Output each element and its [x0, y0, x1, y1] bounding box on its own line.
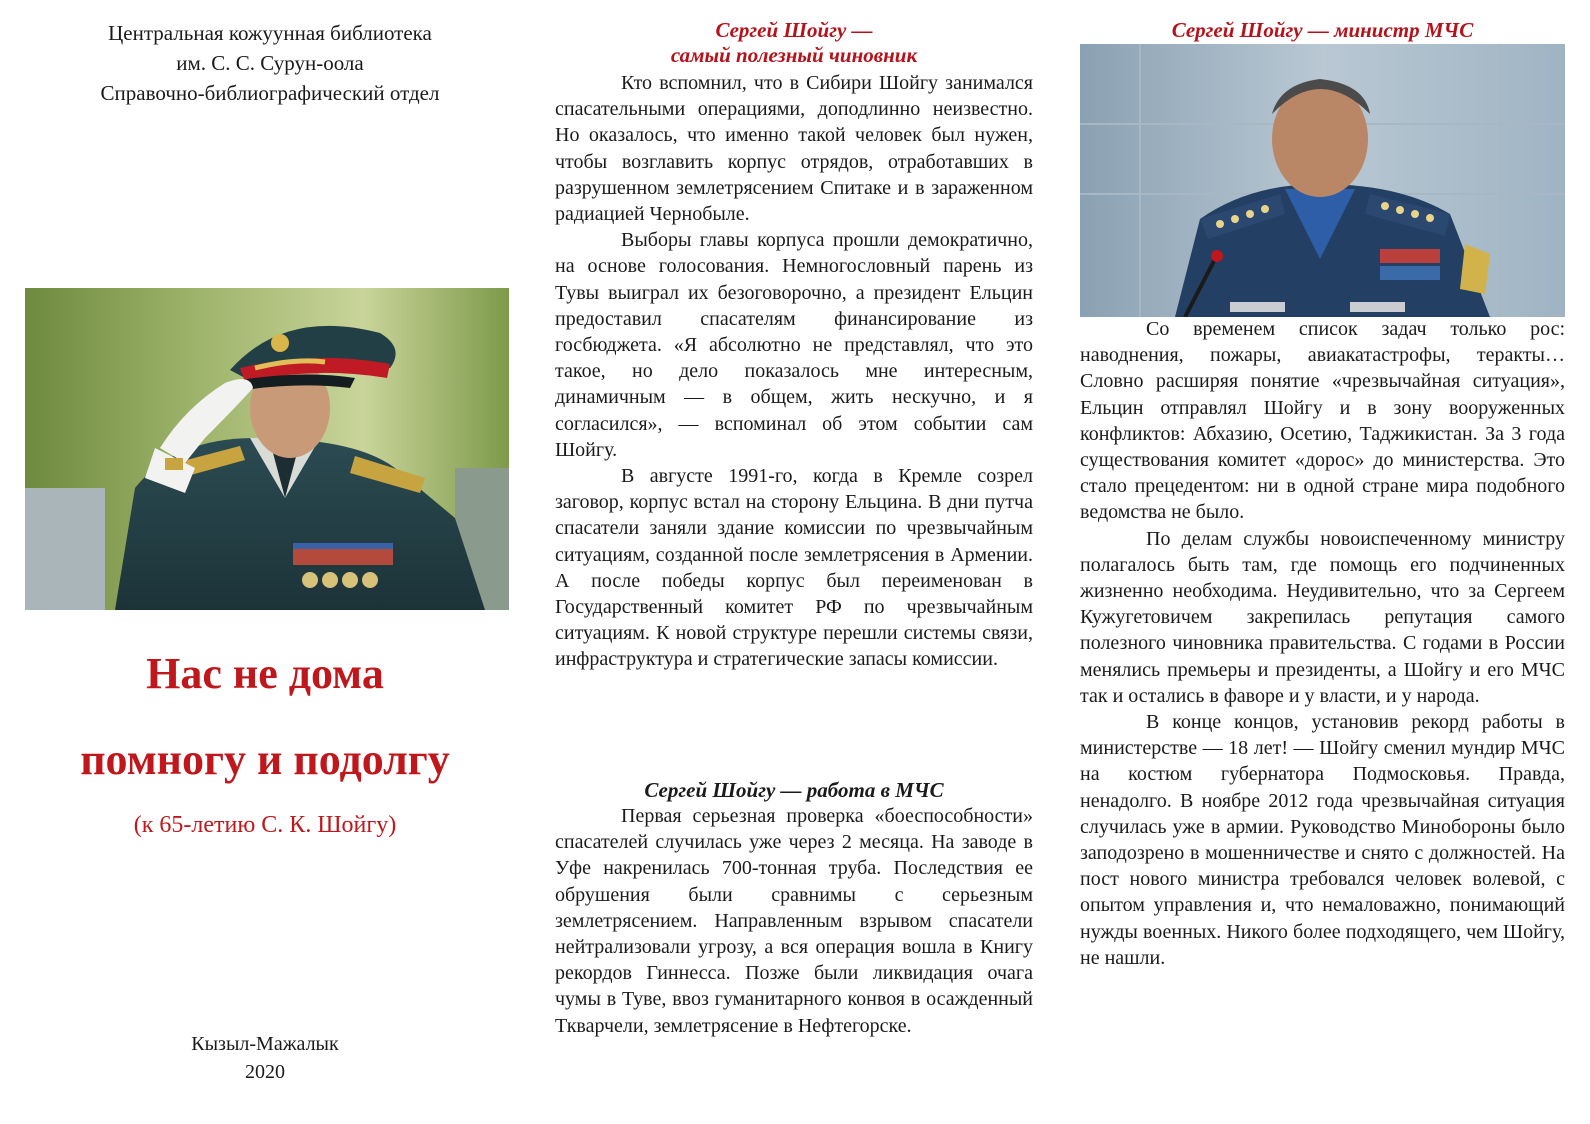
paragraph: Первая серьезная проверка «боеспособности» спасателей случилась уже через 2 месяца. На заводе в Уфе накренилась 700-тонная труба. Последствия ее обрушения были сравнимы с серьезным землетрясением. Направленным взрывом спасатели нейтрализовали угрозу, а вся операция вошла в Книгу рекордов Гиннесса. Позже были ликвидация очага чумы в Туве, ввоз гуманитарного конвоя в осажденный Ткварчели, землетрясение в Нефтегорске. [555, 805, 1033, 1037]
section-title-line: Сергей Шойгу — [715, 18, 873, 42]
section-title-useful-official [555, 18, 1033, 68]
section-title-line: самый полезный чиновник [670, 43, 918, 67]
minister-portrait-photo [1080, 44, 1565, 317]
publication-city: Кызыл-Мажалык [191, 1033, 339, 1055]
paragraph: Со временем список задач только рос: наводнения, пожары, авиакатастрофы, теракты… Словно расширяя понятие «чрезвычайная ситуация», Ельцин отправлял Шойгу и в зону вооруженных конфликтов: Абхазию, Осетию, Таджикистан. За 3 года существования комитет «дорос» до министерства. Это стало прецедентом: ни в одной стране мира подобного ведомства не было. [1080, 318, 1565, 524]
article-column-right [1080, 0, 1565, 1124]
library-name: Центральная кожуунная библиотека [108, 21, 432, 45]
section-body-mchs-work [555, 803, 1033, 1039]
section-title-mchs-work: Сергей Шойгу — работа в МЧС [644, 778, 944, 802]
article-column-middle [555, 0, 1033, 1124]
paragraph: По делам службы новоиспеченному министру полагалось быть там, где помощь его подчиненных жизненно необходима. Неудивительно, что за Сергеем Кужугетовичем закрепилась репутация самого полезного чиновника правительства. С годами в России менялись премьеры и президенты, а Шойгу и его МЧС так и остались в фаворе и у власти, и у народа. [1080, 527, 1565, 707]
library-header [50, 18, 490, 108]
library-department: Справочно-библиографический отдел [100, 81, 440, 105]
paragraph: В конце концов, установив рекорд работы в министерстве — 18 лет! — Шойгу сменил мундир МЧС на костюм губернатора Подмосковья. Правда, ненадолго. В ноябре 2012 года чрезвычайная ситуация случилась уже в армии. Руководство Минобороны было заподозрено в мошенничестве и снято с должностей. На пост нового министра требовался человек волевой, с опытом управления и, что немаловажно, понимающий нужды военных. Никого более подходящего, чем Шойгу, не нашли. [1080, 711, 1565, 969]
section-body-mchs-minister [1080, 316, 1565, 971]
paragraph: В августе 1991-го, когда в Кремле созрел заговор, корпус встал на сторону Ельцина. В дни путча спасатели заняли здание комиссии по чрезвычайным ситуациям, созданной после землетрясения в Армении. А после победы корпус был переименован в Государственный комитет РФ по чрезвычайным ситуациям. К новой структуре перешли системы связи, инфраструктура и стратегические запасы комиссии. [555, 465, 1033, 671]
brochure-title-line2: помногу и подолгу [80, 735, 450, 784]
brochure-title-line1: Нас не дома [146, 649, 384, 698]
publication-imprint [0, 1030, 530, 1086]
section-body-useful-official [555, 70, 1033, 673]
section-title-mchs-minister: Сергей Шойгу — министр МЧС [1171, 18, 1474, 42]
brochure-subtitle: (к 65-летию С. К. Шойгу) [133, 812, 397, 838]
library-named-after: им. С. С. Сурун-оола [176, 51, 364, 75]
paragraph: Выборы главы корпуса прошли демократично, на основе голосования. Немногословный парень из Тувы выиграл их безоговорочно, а президент Ельцин предоставил спасателям финансирование из госбюджета. «Я абсолютно не представлял, что это такое, но дело показалось мне интересным, динамичным — в общем, жить нескучно, и я согласился», — вспоминал об этом событии сам Шойгу. [555, 229, 1033, 461]
saluting-general-photo [25, 288, 509, 610]
cover-panel [0, 0, 530, 1124]
paragraph: Кто вспомнил, что в Сибири Шойгу занимался спасательными операциями, доподлинно неизвестно. Но оказалось, что именно такой человек был нужен, чтобы возглавить корпус отрядов, отработавших в разрушенном землетрясением Спитаке и в зараженном радиацией Чернобыле. [555, 72, 1033, 226]
publication-year: 2020 [245, 1061, 285, 1083]
